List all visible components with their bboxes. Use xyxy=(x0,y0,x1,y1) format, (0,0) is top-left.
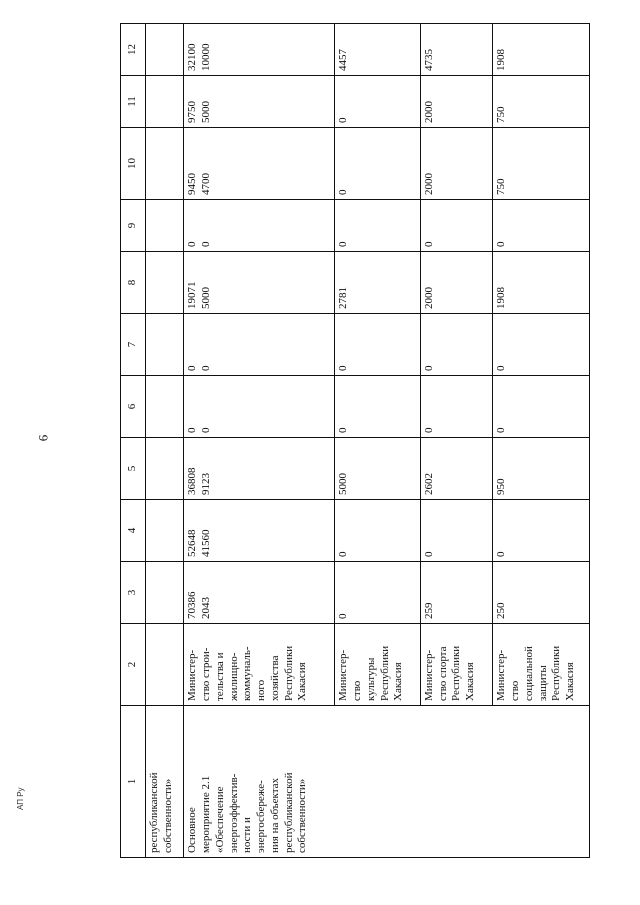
value-part: 0 xyxy=(200,241,213,247)
ministry-cell: Министер- ство социальной защиты Республики Хакасия xyxy=(493,624,590,706)
value-cell: 0 xyxy=(420,314,492,376)
value-part: 2043 xyxy=(200,597,213,619)
rotated-table-container xyxy=(120,43,590,858)
value-cell: 950 xyxy=(493,438,590,500)
value-cell xyxy=(184,24,335,76)
value-cell: 0 xyxy=(335,376,421,438)
table-cell xyxy=(146,314,184,376)
value-cell: 1908 xyxy=(493,24,590,76)
value-cell: 0 xyxy=(335,200,421,252)
value-cell: 259 xyxy=(420,562,492,624)
table-cell xyxy=(146,376,184,438)
header-cell: 10 xyxy=(121,128,146,200)
header-cell: 11 xyxy=(121,76,146,128)
value-part: 41560 xyxy=(200,529,213,557)
table-cell xyxy=(146,438,184,500)
table-cell xyxy=(146,624,184,706)
header-cell: 2 xyxy=(121,624,146,706)
table-cell xyxy=(146,562,184,624)
value-cell: 2602 xyxy=(420,438,492,500)
value-cell xyxy=(184,76,335,128)
table-cell xyxy=(146,24,184,76)
value-cell xyxy=(184,376,335,438)
ministry-cell: Министер- ство спорта Республики Хакасия xyxy=(420,624,492,706)
table-cell xyxy=(146,252,184,314)
value-cell: 5000 xyxy=(335,438,421,500)
value-total: 9750 xyxy=(186,101,199,123)
value-part: 5000 xyxy=(200,101,213,123)
value-cell: 0 xyxy=(420,376,492,438)
value-cell: 0 xyxy=(335,500,421,562)
value-part: 0 xyxy=(200,365,213,371)
value-cell: 2000 xyxy=(420,76,492,128)
value-total: 19071 xyxy=(186,281,199,309)
footer-mark: АП Ру xyxy=(16,787,25,810)
value-total: 52648 xyxy=(186,529,199,557)
table-cell xyxy=(146,500,184,562)
value-total: 70386 xyxy=(186,591,199,619)
program-name-cell: республиканской собственности» xyxy=(146,706,184,858)
header-cell: 6 xyxy=(121,376,146,438)
header-cell: 9 xyxy=(121,200,146,252)
header-cell: 8 xyxy=(121,252,146,314)
budget-table xyxy=(120,23,590,858)
value-cell: 750 xyxy=(493,128,590,200)
value-cell: 750 xyxy=(493,76,590,128)
value-total: 9450 xyxy=(186,173,199,195)
program-name-cell: Основное мероприятие 2.1 «Обеспечение энергоэффектив- ности и энергосбереже- ния на объектах республиканской собственности» xyxy=(184,706,590,858)
value-cell: 0 xyxy=(335,562,421,624)
value-part: 0 xyxy=(200,427,213,433)
value-cell: 2000 xyxy=(420,128,492,200)
header-cell: 3 xyxy=(121,562,146,624)
table-row xyxy=(184,24,335,858)
value-cell: 0 xyxy=(493,314,590,376)
value-cell xyxy=(184,562,335,624)
value-part: 4700 xyxy=(200,173,213,195)
table-cell xyxy=(146,76,184,128)
page-number: 6 xyxy=(35,434,51,442)
value-cell: 250 xyxy=(493,562,590,624)
value-part: 9123 xyxy=(200,473,213,495)
header-cell: 1 xyxy=(121,706,146,858)
value-cell: 4457 xyxy=(335,24,421,76)
header-cell: 12 xyxy=(121,24,146,76)
header-cell: 5 xyxy=(121,438,146,500)
value-total: 0 xyxy=(186,241,199,247)
table-cell xyxy=(146,200,184,252)
value-cell: 0 xyxy=(493,376,590,438)
header-row xyxy=(121,24,146,858)
value-total: 0 xyxy=(186,427,199,433)
ministry-cell: Министер- ство культуры Республики Хакасия xyxy=(335,624,421,706)
header-cell: 4 xyxy=(121,500,146,562)
value-cell: 0 xyxy=(493,500,590,562)
value-cell: 0 xyxy=(335,128,421,200)
ministry-cell: Министер- ство строи- тельства и жилищно- коммуналь- ного хозяйства Республики Хакасия xyxy=(184,624,335,706)
value-cell: 4735 xyxy=(420,24,492,76)
value-cell: 0 xyxy=(335,314,421,376)
value-total: 0 xyxy=(186,365,199,371)
value-cell: 0 xyxy=(420,200,492,252)
value-cell xyxy=(184,314,335,376)
value-cell xyxy=(184,252,335,314)
value-cell xyxy=(184,438,335,500)
table-cell xyxy=(146,128,184,200)
value-cell: 0 xyxy=(335,76,421,128)
value-cell xyxy=(184,128,335,200)
value-cell xyxy=(184,500,335,562)
value-cell: 1908 xyxy=(493,252,590,314)
value-cell xyxy=(184,200,335,252)
value-cell: 0 xyxy=(420,500,492,562)
value-part: 10000 xyxy=(200,43,213,71)
value-cell: 2000 xyxy=(420,252,492,314)
value-total: 36808 xyxy=(186,467,199,495)
value-total: 32100 xyxy=(186,43,199,71)
table-row xyxy=(146,24,184,858)
header-cell: 7 xyxy=(121,314,146,376)
value-cell: 2781 xyxy=(335,252,421,314)
value-cell: 0 xyxy=(493,200,590,252)
value-part: 5000 xyxy=(200,287,213,309)
